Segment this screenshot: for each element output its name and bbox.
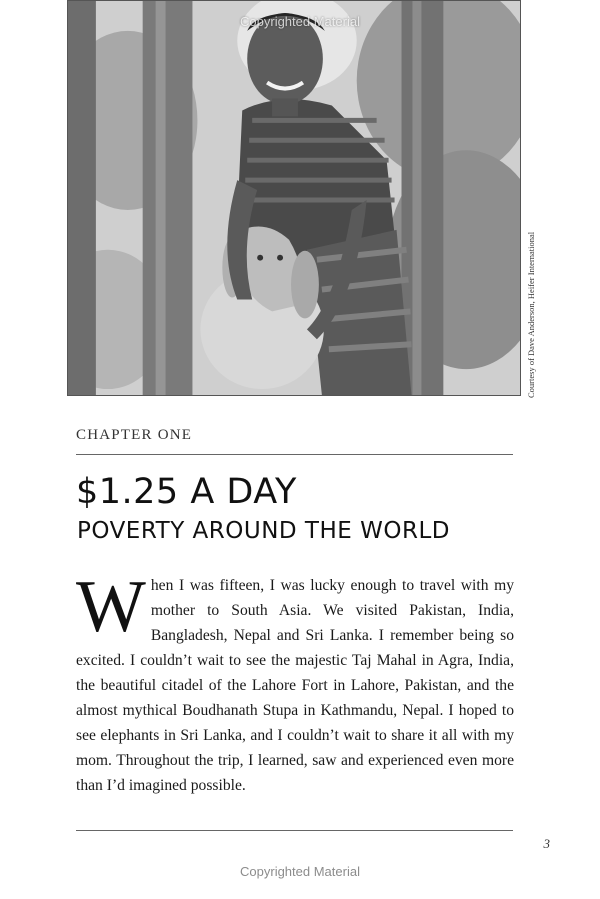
photo-credit: Courtesy of Dave Anderson, Heifer International	[526, 231, 536, 398]
chapter-subtitle: POVERTY AROUND THE WORLD	[77, 518, 450, 544]
chapter-photo	[67, 0, 521, 396]
watermark-bottom: Copyrighted Material	[240, 864, 360, 879]
body-paragraph	[76, 566, 514, 798]
photo-illustration	[68, 1, 520, 395]
drop-cap: W	[76, 566, 146, 648]
body-text: hen I was fifteen, I was lucky enough to travel with my mother to South Asia. We visited Pakistan, India, Bangladesh, Nepal and Sri Lanka. I remember being so excited. I couldn’t wait to see the majestic Taj Mahal in Agra, India, the beautiful citadel of the Lahore Fort in Lahore, Pakistan, and the almost mythical Boudhanath Stupa in Kathmandu, Nepal. I hoped to see elephants in Sri Lanka, and I couldn’t wait to share it all with my mom. Throughout the trip, I learned, saw and experienced even more than I’d imagined possible.	[76, 577, 514, 794]
watermark-top: Copyrighted Material	[240, 14, 360, 29]
chapter-title: $1.25 A DAY	[76, 472, 297, 512]
chapter-label: CHAPTER ONE	[76, 427, 193, 443]
divider-top	[76, 454, 513, 455]
divider-bottom	[76, 830, 513, 831]
page-number: 3	[543, 836, 550, 851]
